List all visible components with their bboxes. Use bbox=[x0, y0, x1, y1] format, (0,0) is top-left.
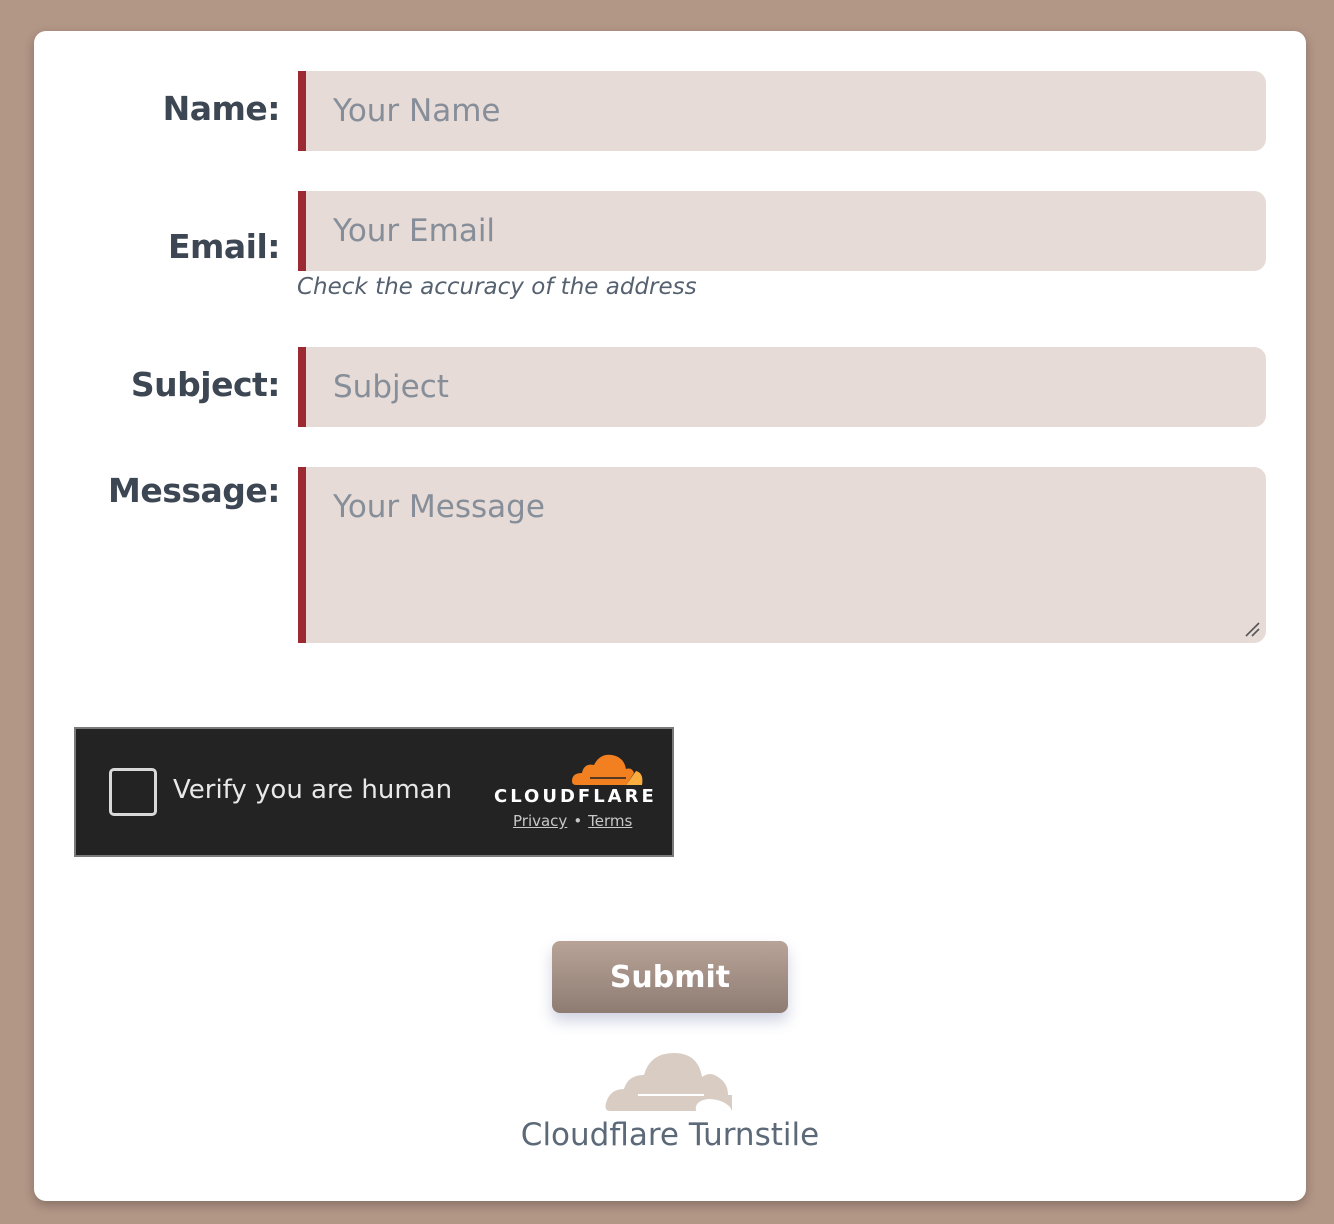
cloudflare-wordmark: CLOUDFLARE bbox=[494, 786, 657, 807]
email-hint: Check the accuracy of the address bbox=[297, 274, 697, 300]
name-input[interactable]: Your Name bbox=[298, 71, 1266, 151]
name-label: Name: bbox=[162, 89, 280, 128]
resize-handle-icon[interactable] bbox=[1244, 621, 1260, 637]
cloud-icon bbox=[604, 1051, 736, 1113]
message-label: Message: bbox=[108, 471, 280, 510]
subject-row bbox=[34, 347, 1306, 427]
verify-checkbox[interactable] bbox=[109, 768, 157, 816]
message-placeholder: Your Message bbox=[333, 489, 545, 525]
turnstile-widget bbox=[74, 727, 674, 857]
message-row bbox=[34, 467, 1306, 643]
subject-label: Subject: bbox=[130, 365, 280, 404]
cloudflare-logo-icon bbox=[570, 751, 644, 787]
subject-input[interactable]: Subject bbox=[298, 347, 1266, 427]
captcha-links bbox=[513, 812, 632, 830]
email-row bbox=[34, 31, 1306, 311]
privacy-link[interactable]: Privacy bbox=[513, 812, 568, 830]
footer-title: Cloudflare Turnstile bbox=[520, 1117, 820, 1153]
submit-button[interactable]: Submit bbox=[552, 941, 788, 1013]
verify-label: Verify you are human bbox=[173, 775, 453, 805]
email-input[interactable]: Your Email bbox=[298, 191, 1266, 271]
message-textarea[interactable] bbox=[298, 467, 1266, 643]
link-separator: • bbox=[573, 812, 583, 830]
contact-form-card bbox=[34, 31, 1306, 1201]
email-label: Email: bbox=[167, 227, 280, 266]
terms-link[interactable]: Terms bbox=[588, 812, 633, 830]
